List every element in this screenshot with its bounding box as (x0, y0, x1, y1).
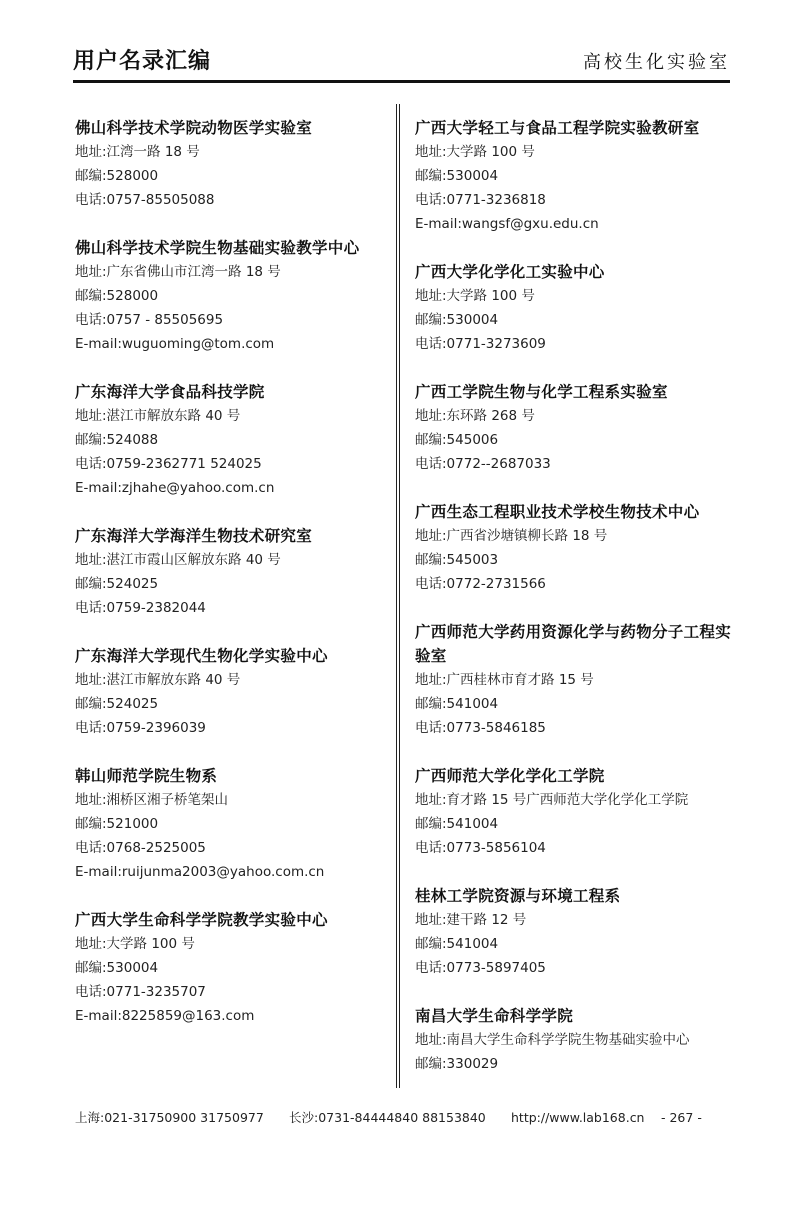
footer-shanghai-phone: 上海:021-31750900 31750977 (75, 1110, 264, 1125)
directory-entry (415, 380, 733, 476)
entry-address: 地址:湘桥区湘子桥笔架山 (75, 792, 229, 808)
entry-postcode: 邮编:530004 (75, 960, 159, 976)
entry-address: 地址:大学路 100 号 (415, 288, 535, 304)
page-header (73, 44, 730, 84)
entry-address: 地址:东环路 268 号 (415, 408, 535, 424)
entry-phone: 电话:0771-3236818 (415, 192, 546, 208)
entry-postcode: 邮编:541004 (415, 816, 499, 832)
entry-address: 地址:湛江市解放东路 40 号 (75, 408, 241, 424)
entry-name: 佛山科学技术学院动物医学实验室 (75, 119, 313, 137)
entry-name: 广东海洋大学海洋生物技术研究室 (75, 527, 313, 545)
entry-address: 地址:南昌大学生命科学学院生物基础实验中心 (415, 1032, 690, 1048)
directory-entry (415, 884, 733, 980)
entry-name: 广东海洋大学现代生物化学实验中心 (75, 647, 328, 665)
entry-phone: 电话:0773-5897405 (415, 960, 546, 976)
entry-postcode: 邮编:521000 (75, 816, 159, 832)
entry-address: 地址:湛江市霞山区解放东路 40 号 (75, 552, 281, 568)
entry-postcode: 邮编:545006 (415, 432, 499, 448)
entry-name: 广西师范大学化学化工学院 (415, 767, 605, 785)
footer-website: http://www.lab168.cn (511, 1110, 645, 1125)
entry-postcode: 邮编:530004 (415, 168, 499, 184)
entry-address: 地址:大学路 100 号 (75, 936, 195, 952)
entry-name: 广西大学轻工与食品工程学院实验教研室 (415, 119, 700, 137)
right-column (415, 116, 733, 1100)
entry-phone: 电话:0773-5856104 (415, 840, 546, 856)
entry-name: 广西大学化学化工实验中心 (415, 263, 605, 281)
entry-email: E-mail:ruijunma2003@yahoo.com.cn (75, 864, 325, 880)
directory-entry (415, 116, 733, 236)
entry-email: E-mail:wangsf@gxu.edu.cn (415, 216, 599, 232)
entry-phone: 电话:0757 - 85505695 (75, 312, 224, 328)
entry-postcode: 邮编:524088 (75, 432, 159, 448)
entry-phone: 电话:0768-2525005 (75, 840, 206, 856)
header-rule (73, 80, 730, 83)
entry-phone: 电话:0773-5846185 (415, 720, 546, 736)
entry-postcode: 邮编:541004 (415, 936, 499, 952)
directory-entry (75, 764, 385, 884)
entry-phone: 电话:0771-3235707 (75, 984, 206, 1000)
footer-changsha-phone: 长沙:0731-84444840 88153840 (289, 1110, 486, 1125)
entry-name: 广西工学院生物与化学工程系实验室 (415, 383, 668, 401)
left-column (75, 116, 385, 1052)
entry-address: 地址:湛江市解放东路 40 号 (75, 672, 241, 688)
column-divider (396, 104, 400, 1088)
entry-email: E-mail:wuguoming@tom.com (75, 336, 275, 352)
page-number: - 267 - (661, 1110, 702, 1125)
entry-name: 佛山科学技术学院生物基础实验教学中心 (75, 239, 360, 257)
header-title: 用户名录汇编 (73, 49, 212, 74)
page-footer (75, 1108, 715, 1126)
directory-entry (415, 620, 733, 740)
entry-postcode: 邮编:545003 (415, 552, 499, 568)
entry-name: 桂林工学院资源与环境工程系 (415, 887, 621, 905)
entry-postcode: 邮编:541004 (415, 696, 499, 712)
entry-address: 地址:建干路 12 号 (415, 912, 527, 928)
entry-phone: 电话:0757-85505088 (75, 192, 215, 208)
entry-postcode: 邮编:530004 (415, 312, 499, 328)
entry-postcode: 邮编:524025 (75, 696, 159, 712)
header-section-title: 高校生化实验室 (583, 52, 730, 73)
directory-entry (75, 116, 385, 212)
directory-entry (415, 1004, 733, 1076)
entry-name: 广东海洋大学食品科技学院 (75, 383, 265, 401)
entry-phone: 电话:0772-2731566 (415, 576, 546, 592)
entry-address: 地址:广东省佛山市江湾一路 18 号 (75, 264, 281, 280)
directory-entry (75, 236, 385, 356)
entry-address: 地址:江湾一路 18 号 (75, 144, 200, 160)
entry-postcode: 邮编:528000 (75, 288, 159, 304)
directory-entry (75, 908, 385, 1028)
directory-entry (75, 524, 385, 620)
entry-address: 地址:育才路 15 号广西师范大学化学化工学院 (415, 792, 689, 808)
entry-address: 地址:广西省沙塘镇柳长路 18 号 (415, 528, 608, 544)
entry-email: E-mail:zjhahe@yahoo.com.cn (75, 480, 275, 496)
entry-phone: 电话:0771-3273609 (415, 336, 546, 352)
entry-phone: 电话:0759-2396039 (75, 720, 206, 736)
directory-entry (415, 260, 733, 356)
entry-phone: 电话:0759-2362771 524025 (75, 456, 262, 472)
directory-entry (415, 764, 733, 860)
entry-phone: 电话:0772--2687033 (415, 456, 551, 472)
entry-name: 广西生态工程职业技术学校生物技术中心 (415, 503, 700, 521)
directory-entry (75, 380, 385, 500)
entry-name: 韩山师范学院生物系 (75, 767, 218, 785)
entry-name: 广西师范大学药用资源化学与药物分子工程实验室 (415, 623, 732, 665)
entry-postcode: 邮编:528000 (75, 168, 159, 184)
entry-postcode: 邮编:524025 (75, 576, 159, 592)
directory-entry (75, 644, 385, 740)
entry-address: 地址:大学路 100 号 (415, 144, 535, 160)
directory-entry (415, 500, 733, 596)
entry-name: 广西大学生命科学学院教学实验中心 (75, 911, 328, 929)
entry-name: 南昌大学生命科学学院 (415, 1007, 574, 1025)
entry-phone: 电话:0759-2382044 (75, 600, 206, 616)
entry-email: E-mail:8225859@163.com (75, 1008, 255, 1024)
entry-postcode: 邮编:330029 (415, 1056, 499, 1072)
entry-address: 地址:广西桂林市育才路 15 号 (415, 672, 594, 688)
